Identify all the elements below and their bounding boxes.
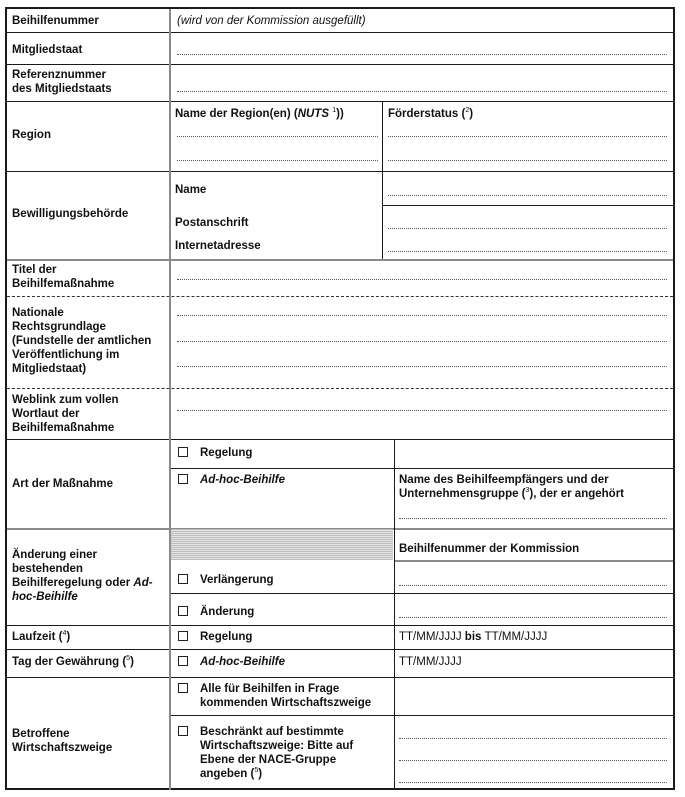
divider xyxy=(7,64,673,65)
rechtsgrundlage-field[interactable] xyxy=(177,341,667,342)
label-italic: Ad- xyxy=(133,577,153,589)
verlaengerung-field[interactable] xyxy=(399,585,667,586)
divider xyxy=(394,560,673,562)
column-divider xyxy=(169,9,171,790)
recipient-label xyxy=(399,473,624,501)
header-text: Name der Region(en) ( xyxy=(175,108,298,120)
label-weblink xyxy=(12,393,119,435)
label-line: Referenznummer xyxy=(12,69,106,81)
internetadresse-field[interactable] xyxy=(388,251,667,252)
footnote-ref: 1 xyxy=(332,107,337,114)
checkbox-icon[interactable] xyxy=(178,683,188,693)
label-text: Tag der Gewährung ( xyxy=(12,656,127,668)
divider xyxy=(7,649,673,650)
option-label: Wirtschaftszweige: Bitte auf xyxy=(200,740,354,752)
region-name-field[interactable] xyxy=(177,136,378,137)
checkbox-alle-zweige[interactable] xyxy=(178,682,371,710)
label-line: Weblink zum vollen xyxy=(12,394,119,406)
option-label: angeben ( xyxy=(200,768,255,780)
label-name: Name xyxy=(175,184,207,196)
label-line: Wirtschaftszweige xyxy=(12,742,113,754)
rechtsgrundlage-field[interactable] xyxy=(177,315,667,316)
nace-field[interactable] xyxy=(399,738,667,739)
label-line: Wortlaut der xyxy=(12,408,80,420)
checkbox-icon[interactable] xyxy=(178,726,188,736)
label-aenderung xyxy=(12,548,153,604)
header-text: ) xyxy=(469,108,474,120)
footnote-ref: 5 xyxy=(254,767,259,774)
label-line: Änderung einer xyxy=(12,549,97,561)
titel-field[interactable] xyxy=(177,279,667,280)
label-line: Beihilfemaßnahme xyxy=(12,422,115,434)
label-text: ) xyxy=(66,631,71,643)
foerderstatus-field[interactable] xyxy=(388,136,667,137)
label-line: Unternehmensgruppe ( xyxy=(399,488,526,500)
divider xyxy=(7,677,673,678)
checkbox-icon[interactable] xyxy=(178,447,188,457)
footnote-ref: 5 xyxy=(126,655,131,662)
state-aid-form xyxy=(5,7,675,790)
divider xyxy=(382,205,673,206)
rechtsgrundlage-field[interactable] xyxy=(177,366,667,367)
mitgliedstaat-field[interactable] xyxy=(177,54,667,55)
referenznummer-field[interactable] xyxy=(177,91,667,92)
gewaehrung-value[interactable]: TT/MM/JJJJ xyxy=(399,656,462,668)
header-text: )) xyxy=(336,108,344,120)
commission-number-label: Beihilfenummer der Kommission xyxy=(399,543,580,555)
option-label: ) xyxy=(258,768,263,780)
checkbox-icon[interactable] xyxy=(178,656,188,666)
column-divider xyxy=(394,439,395,790)
label-postanschrift: Postanschrift xyxy=(175,217,249,229)
label-laufzeit xyxy=(12,630,70,644)
option-label: Regelung xyxy=(200,447,253,459)
divider xyxy=(7,101,673,102)
label-wirtschaftszweige xyxy=(12,727,112,755)
option-label: Änderung xyxy=(200,606,255,618)
postanschrift-field[interactable] xyxy=(388,228,667,229)
checkbox-gewaehrung-adhoc[interactable] xyxy=(178,655,285,669)
beihilfenummer-note: (wird von der Kommission ausgefüllt) xyxy=(177,15,366,27)
column-divider xyxy=(382,101,383,259)
checkbox-beschraenkt[interactable] xyxy=(178,725,353,781)
option-label: kommenden Wirtschaftszweige xyxy=(200,697,372,709)
label-rechtsgrundlage xyxy=(12,306,151,376)
label-bewilligungsbehoerde: Bewilligungsbehörde xyxy=(12,208,129,220)
divider xyxy=(7,32,673,33)
divider xyxy=(7,259,673,261)
aenderung-field[interactable] xyxy=(399,617,667,618)
option-label: Ad-hoc-Beihilfe xyxy=(200,656,285,668)
label-line: Veröffentlichung im xyxy=(12,349,120,361)
checkbox-aenderung[interactable] xyxy=(178,605,254,619)
checkbox-verlaengerung[interactable] xyxy=(178,573,274,587)
checkbox-regelung[interactable] xyxy=(178,446,252,460)
foerderstatus-header xyxy=(388,107,473,121)
checkbox-icon[interactable] xyxy=(178,474,188,484)
checkbox-icon[interactable] xyxy=(178,574,188,584)
label-region: Region xyxy=(12,129,51,141)
label-line: bestehenden xyxy=(12,563,83,575)
footnote-ref: 4 xyxy=(62,630,67,637)
header-text: Förderstatus ( xyxy=(388,108,466,120)
laufzeit-value[interactable] xyxy=(399,630,547,644)
label-art: Art der Maßnahme xyxy=(12,478,113,490)
option-label: Beschränkt auf bestimmte xyxy=(200,726,344,738)
divider xyxy=(170,715,673,716)
divider xyxy=(7,296,673,297)
label-beihilfenummer: Beihilfenummer xyxy=(12,15,99,27)
nace-field[interactable] xyxy=(399,782,667,783)
divider xyxy=(7,439,673,440)
label-line: ), der er angehört xyxy=(529,488,624,500)
date-from: TT/MM/JJJJ xyxy=(399,631,462,643)
option-label: Verlängerung xyxy=(200,574,274,586)
label-line: Titel der xyxy=(12,264,57,276)
behoerde-name-field[interactable] xyxy=(388,195,667,196)
label-line: Beihilferegelung oder xyxy=(12,577,134,589)
option-label: Regelung xyxy=(200,631,253,643)
divider xyxy=(170,593,673,594)
header-italic: NUTS xyxy=(297,108,329,120)
label-internetadresse: Internetadresse xyxy=(175,240,261,252)
label-line: Beihilfemaßnahme xyxy=(12,278,115,290)
checkbox-icon[interactable] xyxy=(178,606,188,616)
hatched-cell xyxy=(171,529,393,560)
label-gewaehrung xyxy=(12,655,134,669)
date-to: TT/MM/JJJJ xyxy=(484,631,548,643)
divider xyxy=(170,468,673,469)
label-line: Betroffene xyxy=(12,728,70,740)
label-text: ) xyxy=(130,656,134,668)
region-name-header xyxy=(175,107,344,121)
label-line: Name des Beihilfeempfängers und der xyxy=(399,474,609,486)
option-label: Alle für Beihilfen in Frage xyxy=(200,683,340,695)
recipient-field[interactable] xyxy=(399,518,667,519)
foerderstatus-field[interactable] xyxy=(388,160,667,161)
label-text: Laufzeit ( xyxy=(12,631,63,643)
option-label: Ad-hoc-Beihilfe xyxy=(200,474,285,486)
label-line: des Mitgliedstaats xyxy=(12,83,112,95)
weblink-field[interactable] xyxy=(177,410,667,411)
divider xyxy=(7,171,673,172)
checkbox-laufzeit-regelung[interactable] xyxy=(178,630,252,644)
footnote-ref: 3 xyxy=(525,487,530,494)
label-mitgliedstaat: Mitgliedstaat xyxy=(12,44,83,56)
label-line: Mitgliedstaat) xyxy=(12,363,87,375)
checkbox-icon[interactable] xyxy=(178,631,188,641)
divider xyxy=(7,625,673,626)
option-label: Ebene der NACE-Gruppe xyxy=(200,754,337,766)
checkbox-adhoc[interactable] xyxy=(178,473,285,487)
date-separator: bis xyxy=(461,631,485,643)
divider xyxy=(7,388,673,389)
label-italic: hoc-Beihilfe xyxy=(12,591,78,603)
nace-field[interactable] xyxy=(399,760,667,761)
footnote-ref: 2 xyxy=(465,107,470,114)
label-titel xyxy=(12,263,114,291)
label-referenznummer xyxy=(12,68,112,96)
label-line: Rechtsgrundlage xyxy=(12,321,106,333)
label-line: (Fundstelle der amtlichen xyxy=(12,335,152,347)
region-name-field[interactable] xyxy=(177,160,378,161)
label-line: Nationale xyxy=(12,307,64,319)
